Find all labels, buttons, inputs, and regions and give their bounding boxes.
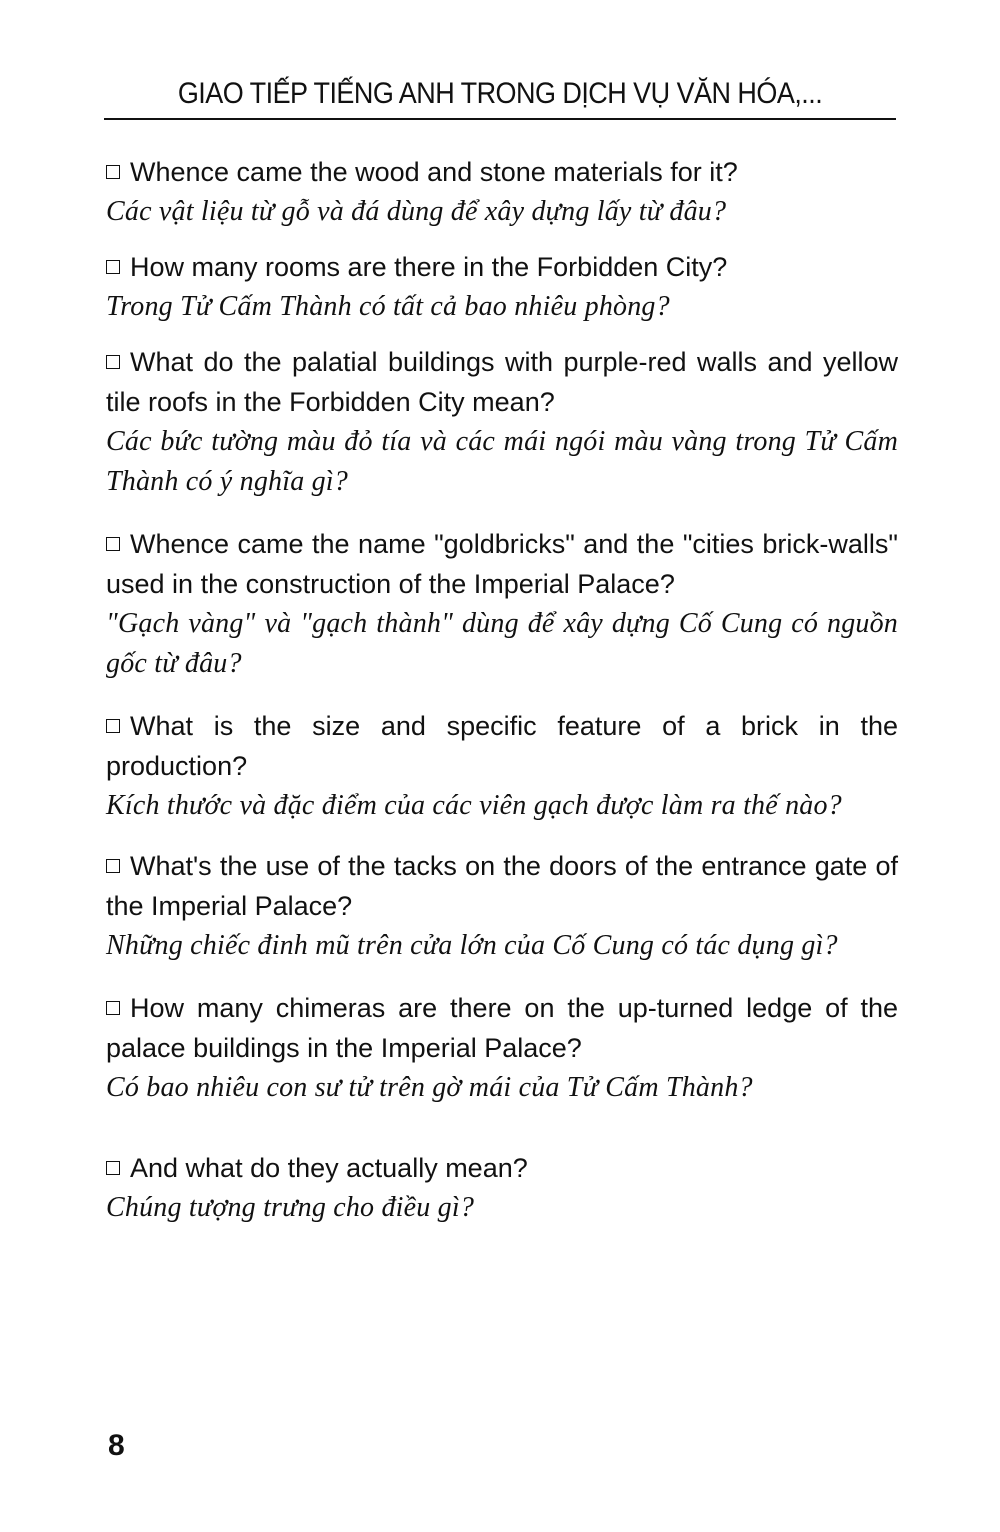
english-question [106,247,898,287]
english-question-text: How many rooms are there in the Forbidden City? [130,252,728,282]
vietnamese-translation: Các vật liệu từ gỗ và đá dùng để xây dựng lấy từ đâu? [106,196,727,227]
question-item-5 [106,706,898,826]
checkbox-square-icon [106,165,120,179]
checkbox-square-icon [106,355,120,369]
vietnamese-translation: Có bao nhiêu con sư tử trên gờ mái của Tử Cấm Thành? [106,1072,753,1103]
question-item-4 [106,524,898,684]
checkbox-square-icon [106,859,120,873]
english-question [106,342,898,422]
question-list [106,152,898,1228]
question-item-1 [106,152,898,232]
english-question-text: And what do they actually mean? [130,1153,528,1183]
english-question [106,524,898,604]
english-question-text: Whence came the wood and stone materials for it? [130,157,738,187]
english-question [106,1148,898,1188]
running-header [104,74,896,120]
vietnamese-translation: Kích thước và đặc điểm của các viên gạch được làm ra thế nào? [106,790,842,821]
page-number: 8 [108,1429,125,1462]
question-item-7 [106,988,898,1108]
vietnamese-translation: Những chiếc đinh mũ trên cửa lớn của Cố Cung có tác dụng gì? [106,930,838,961]
vietnamese-translation: Chúng tượng trưng cho điều gì? [106,1192,475,1223]
english-question [106,846,898,926]
english-question [106,706,898,786]
english-question-text: How many chimeras are there on the up-turned ledge of the palace buildings in the Imperial Palace? [106,993,898,1063]
english-question-text: What's the use of the tacks on the doors of the entrance gate of the Imperial Palace? [106,851,898,921]
vietnamese-translation: "Gạch vàng" và "gạch thành" dùng để xây dựng Cố Cung có nguồn gốc từ đâu? [106,608,898,679]
vietnamese-translation: Các bức tường màu đỏ tía và các mái ngói màu vàng trong Tử Cấm Thành có ý nghĩa gì? [106,426,898,497]
checkbox-square-icon [106,537,120,551]
question-item-3 [106,342,898,502]
english-question [106,988,898,1068]
english-question-text: Whence came the name "goldbricks" and the "cities brick-walls" used in the construction of the Imperial Palace? [106,529,898,599]
question-item-8 [106,1148,898,1228]
english-question [106,152,898,192]
checkbox-square-icon [106,260,120,274]
english-question-text: What is the size and specific feature of a brick in the production? [106,711,898,781]
checkbox-square-icon [106,719,120,733]
english-question-text: What do the palatial buildings with purple-red walls and yellow tile roofs in the Forbidden City mean? [106,347,898,417]
header-title: GIAO TIẾP TIẾNG ANH TRONG DỊCH VỤ VĂN HÓA,... [177,77,823,110]
checkbox-square-icon [106,1161,120,1175]
question-item-2 [106,247,898,327]
checkbox-square-icon [106,1001,120,1015]
question-item-6 [106,846,898,966]
vietnamese-translation: Trong Tử Cấm Thành có tất cả bao nhiêu phòng? [106,291,670,322]
